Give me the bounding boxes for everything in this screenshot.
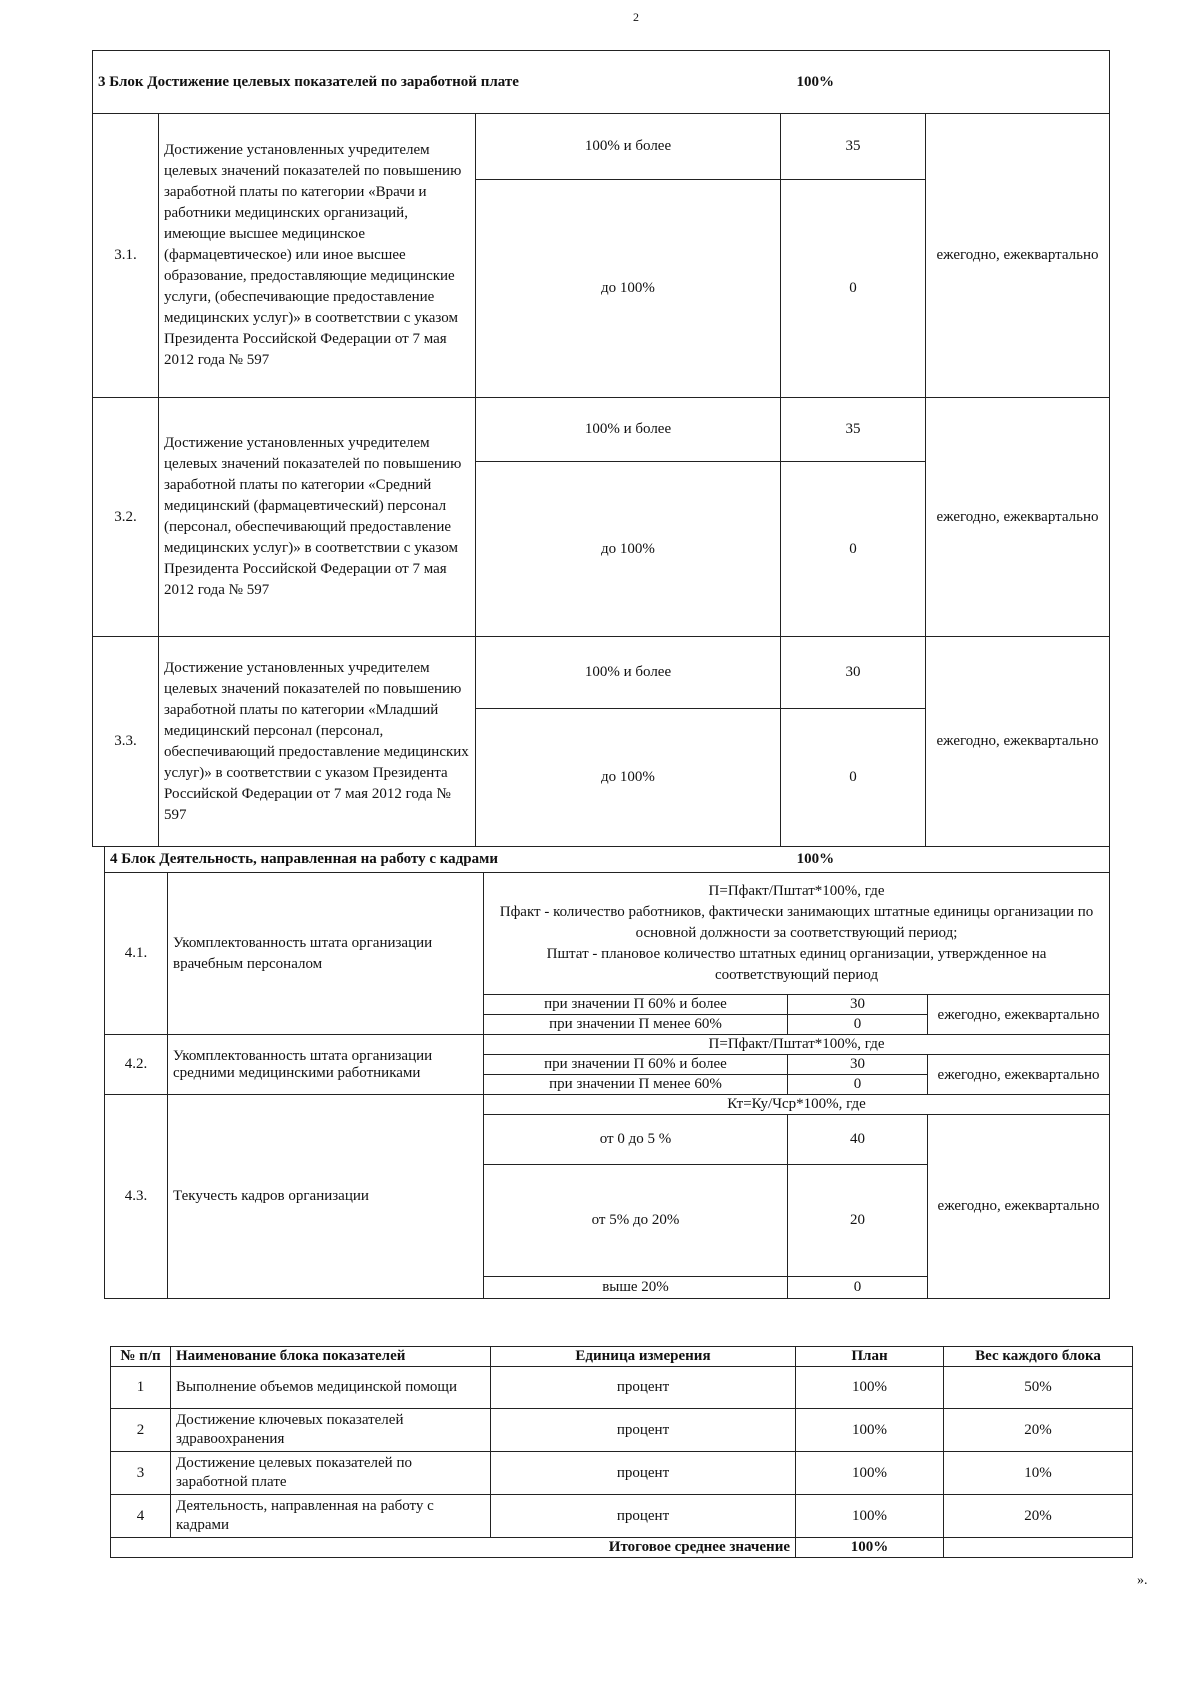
score-cell: 40 — [788, 1115, 928, 1165]
indicator-description: Достижение установленных учредителем целевых значений показателей по повышению заработной платы по категории «Младший медицинский персонал (персонал, обеспечивающий предоставление медицинских услуг)» в соответствии с указом Президента Российской Федерации от 7 мая 2012 года № 597 — [159, 637, 476, 847]
summary-num: 4 — [111, 1495, 171, 1538]
formula-line: П=Пфакт/Пштат*100%, где — [708, 883, 885, 899]
condition-cell: от 5% до 20% — [484, 1165, 788, 1277]
summary-name: Деятельность, направленная на работу с кадрами — [171, 1495, 491, 1538]
table-row — [105, 873, 1110, 995]
row-number: 4.3. — [105, 1095, 168, 1299]
table-row — [111, 1367, 1133, 1409]
indicator-description: Текучесть кадров организации — [168, 1095, 484, 1299]
condition-cell: 100% и более — [476, 637, 781, 709]
indicator-description: Достижение установленных учредителем целевых значений показателей по повышению заработной платы по категории «Средний медицинский (фармацевтический) персонал (персонал, обеспечивающий предоставление медицинских услуг)» в соответствии с указом Президента Российской Федерации от 7 мая 2012 года № 597 — [159, 398, 476, 637]
period-cell: ежегодно, ежеквартально — [926, 637, 1110, 847]
summary-weight: 50% — [944, 1367, 1133, 1409]
condition-cell: от 0 до 5 % — [484, 1115, 788, 1165]
summary-unit: процент — [491, 1452, 796, 1495]
summary-unit: процент — [491, 1409, 796, 1452]
score-cell: 35 — [781, 398, 926, 462]
summary-num: 1 — [111, 1367, 171, 1409]
block4-weight: 100% — [796, 851, 835, 867]
condition-cell: выше 20% — [484, 1277, 788, 1299]
summary-name: Выполнение объемов медицинской помощи — [171, 1367, 491, 1409]
block4-header — [105, 847, 1110, 873]
total-label: Итоговое среднее значение — [111, 1538, 796, 1558]
score-cell: 30 — [781, 637, 926, 709]
summary-header-row — [111, 1347, 1133, 1367]
summary-weight: 20% — [944, 1495, 1133, 1538]
period-cell: ежегодно, ежеквартально — [926, 114, 1110, 398]
period-cell: ежегодно, ежеквартально — [928, 1055, 1110, 1095]
condition-cell: 100% и более — [476, 114, 781, 180]
row-number: 4.1. — [105, 873, 168, 1035]
header-plan: План — [796, 1347, 944, 1367]
table-row — [93, 114, 1110, 180]
condition-cell: при значении П менее 60% — [484, 1075, 788, 1095]
page-mark: 2 — [633, 10, 639, 24]
table-row — [111, 1452, 1133, 1495]
condition-cell: при значении П менее 60% — [484, 1015, 788, 1035]
score-cell: 35 — [781, 114, 926, 180]
summary-plan: 100% — [796, 1409, 944, 1452]
indicator-description: Достижение установленных учредителем целевых значений показателей по повышению заработной платы по категории «Врачи и работники медицинских организаций, имеющие высшее медицинское (фармацевтическое) или иное высшее образование, предоставляющие медицинские услуги, (обеспечивающие предоставление медицинских услуг)» в соответствии с указом Президента Российской Федерации от 7 мая 2012 года № 597 — [159, 114, 476, 398]
closing-quote-mark: ». — [1137, 1573, 1148, 1588]
summary-plan: 100% — [796, 1495, 944, 1538]
summary-name: Достижение ключевых показателей здравоохранения — [171, 1409, 491, 1452]
score-cell: 0 — [788, 1277, 928, 1299]
summary-num: 3 — [111, 1452, 171, 1495]
summary-num: 2 — [111, 1409, 171, 1452]
formula-cell — [484, 873, 1110, 995]
score-cell: 0 — [781, 180, 926, 398]
formula-line: Пштат - плановое количество штатных единиц организации, утвержденное на соответствующий период — [546, 946, 1047, 983]
total-weight — [944, 1538, 1133, 1558]
summary-unit: процент — [491, 1367, 796, 1409]
summary-unit: процент — [491, 1495, 796, 1538]
condition-cell: до 100% — [476, 709, 781, 847]
summary-total-row — [111, 1538, 1133, 1558]
period-cell: ежегодно, ежеквартально — [928, 1115, 1110, 1299]
period-cell: ежегодно, ежеквартально — [926, 398, 1110, 637]
table-row — [93, 398, 1110, 462]
formula-cell: П=Пфакт/Пштат*100%, где — [484, 1035, 1110, 1055]
table-row — [111, 1409, 1133, 1452]
score-cell: 0 — [788, 1075, 928, 1095]
summary-plan: 100% — [796, 1367, 944, 1409]
condition-cell: при значении П 60% и более — [484, 1055, 788, 1075]
row-number: 4.2. — [105, 1035, 168, 1095]
score-cell: 30 — [788, 995, 928, 1015]
summary-table — [110, 1346, 1133, 1558]
table-row — [105, 1035, 1110, 1055]
header-unit: Единица измерения — [491, 1347, 796, 1367]
block3-header — [93, 51, 1110, 114]
block3-title: 3 Блок Достижение целевых показателей по заработной плате — [98, 73, 519, 90]
indicator-description: Укомплектованность штата организации врачебным персоналом — [168, 873, 484, 1035]
table-row — [93, 637, 1110, 709]
period-cell: ежегодно, ежеквартально — [928, 995, 1110, 1035]
score-cell: 0 — [781, 709, 926, 847]
condition-cell: при значении П 60% и более — [484, 995, 788, 1015]
header-name: Наименование блока показателей — [171, 1347, 491, 1367]
score-cell: 20 — [788, 1165, 928, 1277]
row-number: 3.1. — [93, 114, 159, 398]
summary-plan: 100% — [796, 1452, 944, 1495]
block4-table — [104, 846, 1110, 1299]
block3-table — [92, 50, 1110, 847]
indicator-description: Укомплектованность штата организации средними медицинскими работниками — [168, 1035, 484, 1095]
condition-cell: 100% и более — [476, 398, 781, 462]
score-cell: 0 — [781, 462, 926, 637]
condition-cell: до 100% — [476, 462, 781, 637]
summary-name: Достижение целевых показателей по заработной плате — [171, 1452, 491, 1495]
condition-cell: до 100% — [476, 180, 781, 398]
formula-cell: Кт=Ку/Чср*100%, где — [484, 1095, 1110, 1115]
summary-weight: 20% — [944, 1409, 1133, 1452]
header-num: № п/п — [111, 1347, 171, 1367]
score-cell: 0 — [788, 1015, 928, 1035]
block4-title: 4 Блок Деятельность, направленная на работу с кадрами — [110, 851, 498, 867]
score-cell: 30 — [788, 1055, 928, 1075]
table-row — [105, 1095, 1110, 1115]
summary-weight: 10% — [944, 1452, 1133, 1495]
row-number: 3.2. — [93, 398, 159, 637]
table-row — [111, 1495, 1133, 1538]
row-number: 3.3. — [93, 637, 159, 847]
block3-weight: 100% — [796, 73, 835, 90]
header-weight: Вес каждого блока — [944, 1347, 1133, 1367]
total-plan: 100% — [796, 1538, 944, 1558]
formula-line: Пфакт - количество работников, фактически занимающих штатные единицы организации по основной должности за соответствующий период; — [499, 904, 1094, 941]
